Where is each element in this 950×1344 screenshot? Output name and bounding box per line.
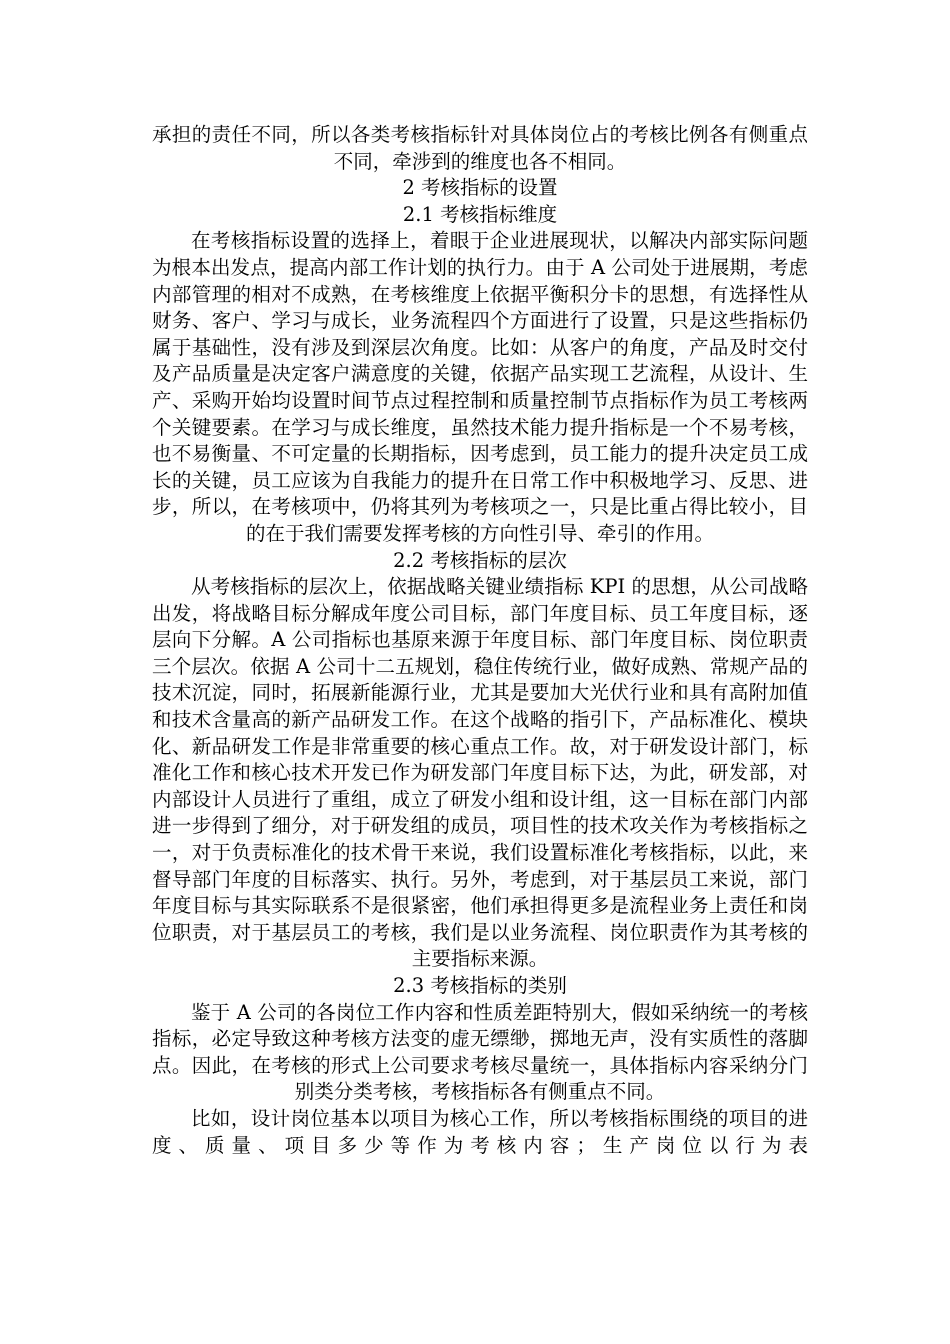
section-2-1-heading: 2.1 考核指标维度 bbox=[402, 202, 558, 226]
section-2-1-paragraph: 在考核指标设置的选择上，着眼于企业进展现状，以解决内部实际问题为根本出发点，提高内部工作计划的执行力。由于 A 公司处于进展期，考虑内部管理的相对不成熟，在考核维度上依据平衡积分卡的思想，有选择性从财务、客户、学习与成长，业务流程四个方面进行了设置，只是这些指标仍属于基础性，没有涉及到深层次角度。比如：从客户的角度，产品及时交付及产品质量是决定客户满意度的关键，依据产品实现工艺流程，从设计、生产、采购开始均设置时间节点过程控制和质量控制节点指标作为员工考核两个关键要素。在学习与成长维度，虽然技术能力提升指标是一个不易考核，也不易衡量、不可定量的长期指标，因考虑到，员工能力的提升决定员工成长的关键，员工应该为自我能力的提升在日常工作中积极地学习、反思、进步，所以，在考核项中，仍将其列为考核项之一，只是比重占得比较小，目的在于我们需要发挥考核的方向性引导、牵引的作用。 bbox=[152, 229, 808, 545]
section-2-3-heading: 2.3 考核指标的类别 bbox=[393, 974, 567, 997]
document-page bbox=[152, 122, 808, 1159]
section-2-2-paragraph: 从考核指标的层次上，依据战略关键业绩指标 KPI 的思想，从公司战略出发，将战略目标分解成年度公司目标，部门年度目标、员工年度目标，逐层向下分解。A 公司指标也基原来源于年度目标、部门年度目标、岗位职责三个层次。依据 A 公司十二五规划，稳住传统行业，做好成熟、常规产品的技术沉淀，同时，拓展新能源行业，尤其是要加大光伏行业和具有高附加值和技术含量高的新产品研发工作。在这个战略的指引下，产品标准化、模块化、新品研发工作是非常重要的核心重点工作。故，对于研发设计部门，标准化工作和核心技术开发已作为研发部门年度目标下达，为此，研发部，对内部设计人员进行了重组，成立了研发小组和设计组，这一目标在部门内部进一步得到了细分，对于研发组的成员，项目性的技术攻关作为考核指标之一，对于负责标准化的技术骨干来说，我们设置标准化考核指标，以此，来督导部门年度的目标落实、执行。另外，考虑到，对于基层员工来说，部门年度目标与其实际联系不是很紧密，他们承担得更多是流程业务上责任和岗位职责，对于基层员工的考核，我们是以业务流程、岗位职责作为其考核的主要指标来源。 bbox=[152, 575, 808, 971]
section-2-heading: 2 考核指标的设置 bbox=[402, 176, 558, 200]
section-2-3-paragraph-2: 比如，设计岗位基本以项目为核心工作，所以考核指标围绕的项目的进度、质量、项目多少等作为考核内容；生产岗位以行为表 bbox=[152, 1106, 808, 1157]
section-2-2-heading: 2.2 考核指标的层次 bbox=[393, 548, 567, 572]
intro-paragraph: 承担的责任不同，所以各类考核指标针对具体岗位占的考核比例各有侧重点不同，牵涉到的维度也各不相同。 bbox=[152, 123, 808, 173]
section-2-3-paragraph-1: 鉴于 A 公司的各岗位工作内容和性质差距特别大，假如采纳统一的考核指标，必定导致这种考核方法变的虚无缥缈，掷地无声，没有实质性的落脚点。因此，在考核的形式上公司要求考核尽量统一，具体指标内容采纳分门别类分类考核，考核指标各有侧重点不同。 bbox=[152, 1000, 808, 1104]
